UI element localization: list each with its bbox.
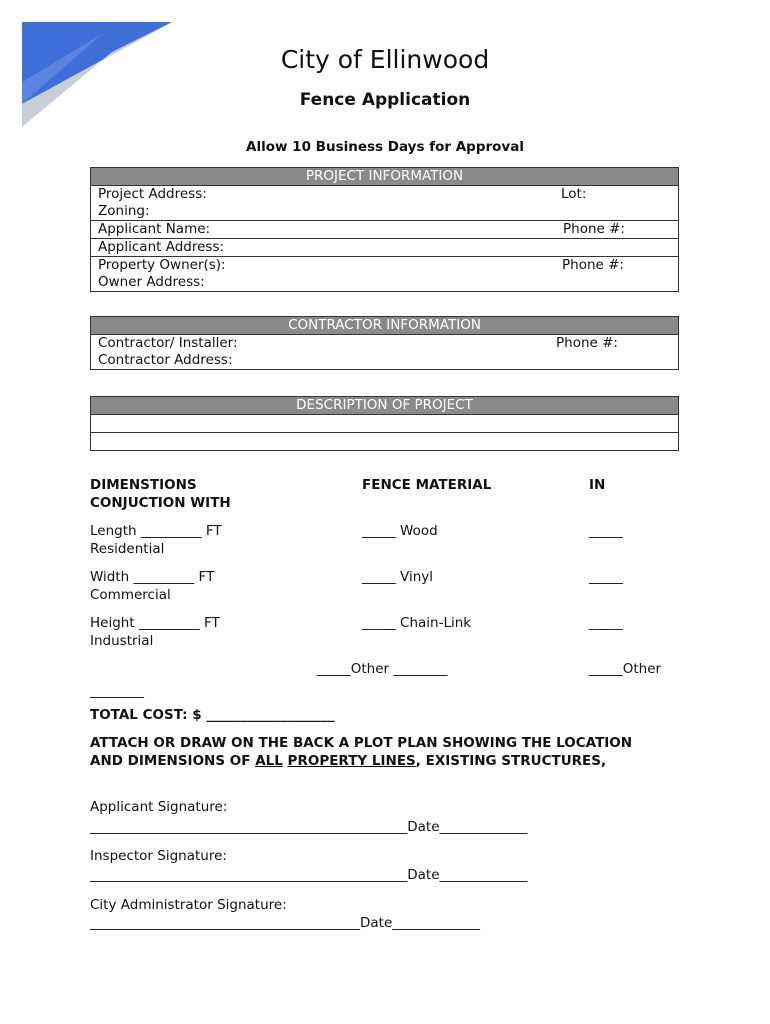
description-line[interactable] — [91, 415, 678, 433]
approval-notice: Allow 10 Business Days for Approval — [246, 139, 524, 155]
fence-material-heading: FENCE MATERIAL — [362, 477, 492, 493]
admin-signature-label: City Administrator Signature: — [90, 897, 287, 913]
applicant-signature-label: Applicant Signature: — [90, 799, 228, 815]
applicant-address-label: Applicant Address: — [98, 239, 225, 255]
description-line[interactable] — [91, 433, 678, 450]
applicant-signature-line[interactable]: _______________________________________________Date_____________ — [90, 819, 528, 835]
property-lines-emphasis: PROPERTY LINES — [287, 753, 416, 769]
project-address-label: Project Address: — [98, 186, 207, 202]
conjunction-heading: CONJUCTION WITH — [90, 495, 231, 511]
attach-text: AND DIMENSIONS OF — [90, 753, 256, 769]
inspector-signature-label: Inspector Signature: — [90, 848, 227, 864]
residential-label: Residential — [90, 541, 165, 557]
owner-phone-label: Phone #: — [562, 257, 624, 273]
wood-option[interactable]: _____ Wood — [362, 523, 438, 539]
applicant-phone-label: Phone #: — [563, 221, 625, 237]
residential-blank[interactable]: _____ — [589, 523, 623, 539]
attach-instruction-line1: ATTACH OR DRAW ON THE BACK A PLOT PLAN SHOWING THE LOCATION — [90, 735, 633, 751]
commercial-blank[interactable]: _____ — [589, 569, 623, 585]
attach-instruction-line2 — [90, 753, 606, 769]
width-field[interactable]: Width _________ FT — [90, 569, 215, 585]
owner-address-label: Owner Address: — [98, 274, 205, 290]
contractor-address-label: Contractor Address: — [98, 352, 233, 368]
industrial-blank[interactable]: _____ — [589, 615, 623, 631]
vinyl-option[interactable]: _____ Vinyl — [362, 569, 434, 585]
contractor-installer-row[interactable] — [91, 335, 678, 352]
contractor-phone-label: Phone #: — [556, 335, 618, 351]
zoning-label: Zoning: — [98, 203, 150, 219]
section-heading: PROJECT INFORMATION — [91, 168, 678, 186]
zoning-row[interactable] — [91, 203, 678, 221]
contractor-installer-label: Contractor/ Installer: — [98, 335, 238, 351]
property-owners-row[interactable] — [91, 257, 678, 274]
total-cost-field[interactable]: TOTAL COST: $ ___________________ — [90, 707, 335, 723]
other-material-field[interactable]: _____Other ________ — [317, 661, 448, 677]
applicant-address-row[interactable] — [91, 239, 678, 257]
inspector-signature-line[interactable]: _______________________________________________Date_____________ — [90, 867, 528, 883]
contractor-information-section — [90, 316, 679, 370]
form-title: Fence Application — [299, 90, 471, 110]
all-emphasis: ALL — [255, 753, 283, 769]
other-continuation-line[interactable]: ________ — [90, 683, 144, 699]
description-section — [90, 396, 679, 451]
other-in-field[interactable]: _____Other — [589, 661, 662, 677]
city-logo-icon — [22, 22, 172, 130]
page-title: City of Ellinwood — [280, 45, 490, 74]
length-field[interactable]: Length _________ FT — [90, 523, 222, 539]
admin-signature-line[interactable]: ________________________________________Date_____________ — [90, 915, 481, 931]
owner-address-row[interactable] — [91, 274, 678, 291]
chain-link-option[interactable]: _____ Chain-Link — [362, 615, 472, 631]
industrial-label: Industrial — [90, 633, 154, 649]
lot-label: Lot: — [561, 186, 587, 202]
height-field[interactable]: Height _________ FT — [90, 615, 220, 631]
applicant-name-row[interactable] — [91, 221, 678, 239]
project-information-section — [90, 167, 679, 292]
contractor-address-row[interactable] — [91, 352, 678, 369]
dimensions-heading: DIMENSTIONS — [90, 477, 197, 493]
commercial-label: Commercial — [90, 587, 171, 603]
in-heading: IN — [589, 477, 606, 493]
section-heading: CONTRACTOR INFORMATION — [91, 317, 678, 335]
project-address-row[interactable] — [91, 186, 678, 203]
section-heading: DESCRIPTION OF PROJECT — [91, 397, 678, 415]
attach-text-end: , EXISTING STRUCTURES, — [415, 753, 607, 769]
property-owners-label: Property Owner(s): — [98, 257, 226, 273]
applicant-name-label: Applicant Name: — [98, 221, 211, 237]
